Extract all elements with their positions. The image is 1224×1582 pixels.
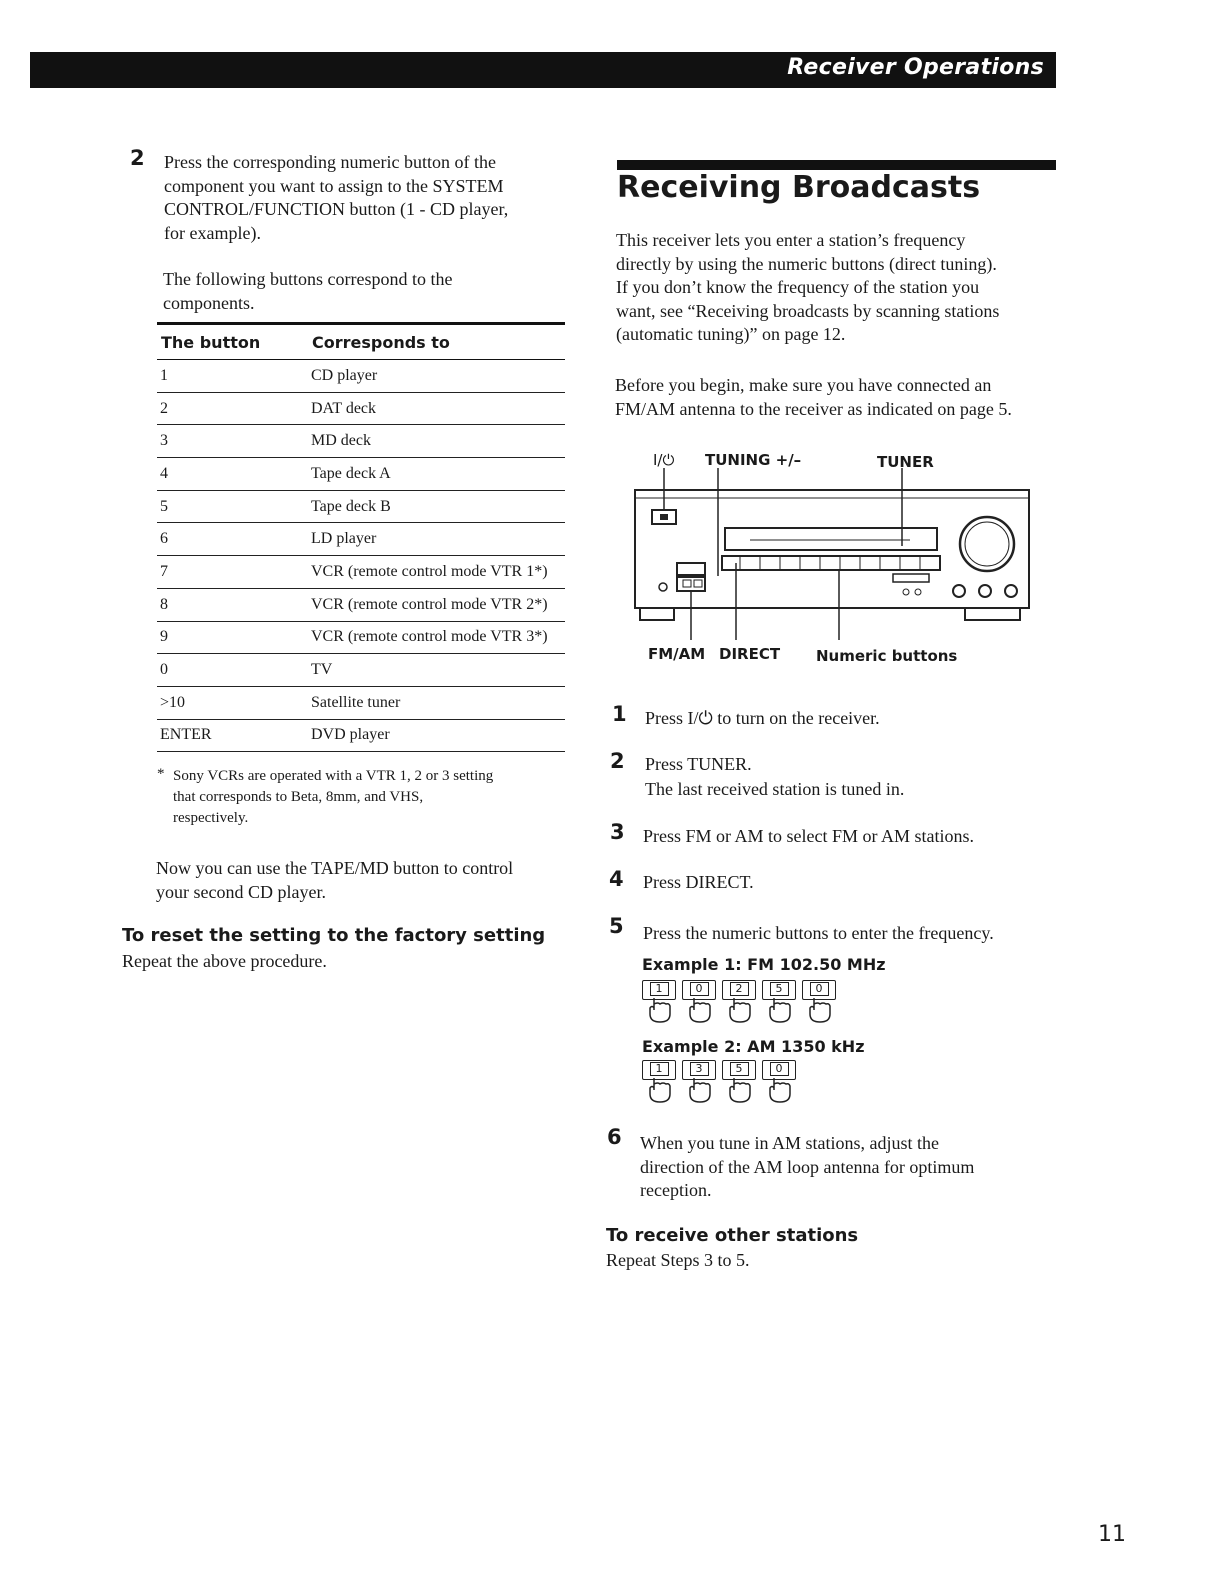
tuner-label: TUNER — [877, 453, 934, 471]
step-number: 5 — [609, 914, 624, 938]
page-number: 11 — [1098, 1522, 1126, 1547]
component-cell: Tape deck A — [308, 458, 565, 491]
text-line: respectively. — [173, 810, 249, 826]
footnote-mark: * — [157, 766, 165, 782]
reset-text: Repeat the above procedure. — [122, 951, 327, 971]
button-cell: 1 — [157, 360, 308, 393]
text-line: CONTROL/FUNCTION button (1 - CD player, — [164, 199, 509, 219]
component-cell: DVD player — [308, 719, 565, 752]
text-line: If you don’t know the frequency of the station you — [616, 277, 980, 297]
component-cell: MD deck — [308, 425, 565, 458]
intro-paragraph — [616, 229, 1056, 347]
text-line: your second CD player. — [156, 881, 326, 902]
table-header-row — [157, 324, 565, 360]
text-line: want, see “Receiving broadcasts by scanning stations — [616, 300, 1000, 321]
example-2-keys — [640, 1060, 798, 1110]
button-cell: 9 — [157, 621, 308, 654]
pressing-finger-icon — [684, 1076, 714, 1106]
component-cell: DAT deck — [308, 392, 565, 425]
column-header-corresponds: Corresponds to — [308, 324, 565, 360]
pressing-finger-icon — [724, 1076, 754, 1106]
component-cell: Tape deck B — [308, 490, 565, 523]
pressing-finger-icon — [684, 996, 714, 1026]
text-line: Press the corresponding numeric button of the — [164, 152, 496, 172]
fm-am-label: FM/AM — [648, 645, 706, 663]
table-row — [157, 490, 565, 523]
key-digit: 2 — [730, 982, 749, 996]
footnote — [173, 766, 563, 829]
step-2-text: Press TUNER. — [645, 754, 752, 774]
table-row — [157, 588, 565, 621]
table-row — [157, 686, 565, 719]
table-row — [157, 556, 565, 589]
button-cell: 3 — [157, 425, 308, 458]
table-row — [157, 425, 565, 458]
component-cell: LD player — [308, 523, 565, 556]
text-line: for example). — [164, 222, 261, 243]
button-cell: ENTER — [157, 719, 308, 752]
step-5-text: Press the numeric buttons to enter the frequency. — [643, 923, 994, 943]
key-digit: 1 — [650, 1062, 669, 1076]
pressing-finger-icon — [764, 996, 794, 1026]
step-number: 1 — [612, 702, 627, 726]
key-digit: 0 — [690, 982, 709, 996]
button-cell: 5 — [157, 490, 308, 523]
text-line: (automatic tuning)” on page 12. — [616, 324, 846, 344]
other-stations-text: Repeat Steps 3 to 5. — [606, 1250, 750, 1270]
step-3-text: Press FM or AM to select FM or AM stations. — [643, 826, 975, 846]
text-line: direction of the AM loop antenna for optimum — [640, 1156, 975, 1177]
pressing-finger-icon — [644, 996, 674, 1026]
table-intro — [163, 268, 563, 315]
key-digit: 0 — [770, 1062, 789, 1076]
key-digit: 0 — [810, 982, 829, 996]
step-number: 2 — [610, 749, 625, 773]
antenna-paragraph — [615, 374, 1060, 421]
numeric-key — [720, 1060, 758, 1110]
step-1-text: Press I/⏻ to turn on the receiver. — [645, 708, 880, 728]
step-6-text — [640, 1132, 1060, 1203]
numeric-key — [680, 980, 718, 1030]
component-cell: VCR (remote control mode VTR 2*) — [308, 588, 565, 621]
text-line: FM/AM antenna to the receiver as indicated on page 5. — [615, 398, 1012, 419]
text-line: This receiver lets you enter a station’s frequency — [616, 230, 966, 250]
step-number: 6 — [607, 1125, 622, 1149]
text-line: Sony VCRs are operated with a VTR 1, 2 or 3 setting — [173, 768, 494, 784]
pressing-finger-icon — [724, 996, 754, 1026]
text-line: reception. — [640, 1180, 712, 1200]
text-line: Now you can use the TAPE/MD button to control — [156, 858, 514, 878]
button-assignment-table — [157, 322, 565, 752]
other-stations-heading: To receive other stations — [606, 1225, 859, 1246]
direct-label: DIRECT — [719, 645, 781, 663]
text-line: Before you begin, make sure you have connected an — [615, 375, 992, 395]
table-row — [157, 621, 565, 654]
table-row — [157, 458, 565, 491]
text-line: When you tune in AM stations, adjust the — [640, 1133, 939, 1153]
power-label: I/⏻ — [653, 451, 675, 469]
page-title: Receiving Broadcasts — [617, 170, 981, 205]
step-number: 2 — [130, 146, 145, 170]
tuning-label: TUNING +/– — [705, 451, 802, 469]
column-header-button: The button — [157, 324, 308, 360]
pressing-finger-icon — [644, 1076, 674, 1106]
example-1-label: Example 1: FM 102.50 MHz — [642, 955, 886, 974]
text-line: directly by using the numeric buttons (direct tuning). — [616, 253, 997, 274]
step-2-subtext: The last received station is tuned in. — [645, 779, 905, 799]
button-cell: 4 — [157, 458, 308, 491]
tape-md-note — [156, 857, 576, 904]
pressing-finger-icon — [764, 1076, 794, 1106]
numeric-buttons-label: Numeric buttons — [816, 647, 958, 665]
text-line: components. — [163, 292, 255, 313]
key-digit: 5 — [730, 1062, 749, 1076]
receiver-front-panel-diagram — [630, 468, 1040, 643]
example-2-label: Example 2: AM 1350 kHz — [642, 1037, 865, 1056]
step-number: 3 — [610, 820, 625, 844]
key-digit: 1 — [650, 982, 669, 996]
numeric-key — [680, 1060, 718, 1110]
step-4-text: Press DIRECT. — [643, 872, 754, 892]
component-cell: Satellite tuner — [308, 686, 565, 719]
pressing-finger-icon — [804, 996, 834, 1026]
component-cell: TV — [308, 654, 565, 687]
table-row — [157, 392, 565, 425]
component-cell: VCR (remote control mode VTR 3*) — [308, 621, 565, 654]
header-bar — [30, 52, 1056, 88]
table-row — [157, 523, 565, 556]
reset-heading: To reset the setting to the factory setting — [122, 925, 546, 946]
key-digit: 3 — [690, 1062, 709, 1076]
numeric-key — [640, 1060, 678, 1110]
numeric-key — [640, 980, 678, 1030]
key-digit: 5 — [770, 982, 789, 996]
step-2-text — [164, 151, 564, 245]
component-cell: CD player — [308, 360, 565, 393]
section-header-title: Receiver Operations — [787, 55, 1044, 80]
numeric-key — [760, 1060, 798, 1110]
button-cell: 8 — [157, 588, 308, 621]
component-cell: VCR (remote control mode VTR 1*) — [308, 556, 565, 589]
section-rule — [617, 160, 1056, 170]
button-cell: 0 — [157, 654, 308, 687]
numeric-key — [800, 980, 838, 1030]
table-row — [157, 654, 565, 687]
button-cell: 6 — [157, 523, 308, 556]
example-1-keys — [640, 980, 838, 1030]
button-cell: >10 — [157, 686, 308, 719]
step-number: 4 — [609, 867, 624, 891]
text-line: component you want to assign to the SYSTEM — [164, 175, 504, 196]
text-line: that corresponds to Beta, 8mm, and VHS, — [173, 789, 424, 805]
button-cell: 7 — [157, 556, 308, 589]
button-cell: 2 — [157, 392, 308, 425]
table-row — [157, 360, 565, 393]
numeric-key — [720, 980, 758, 1030]
table-row — [157, 719, 565, 752]
numeric-key — [760, 980, 798, 1030]
text-line: The following buttons correspond to the — [163, 269, 453, 289]
